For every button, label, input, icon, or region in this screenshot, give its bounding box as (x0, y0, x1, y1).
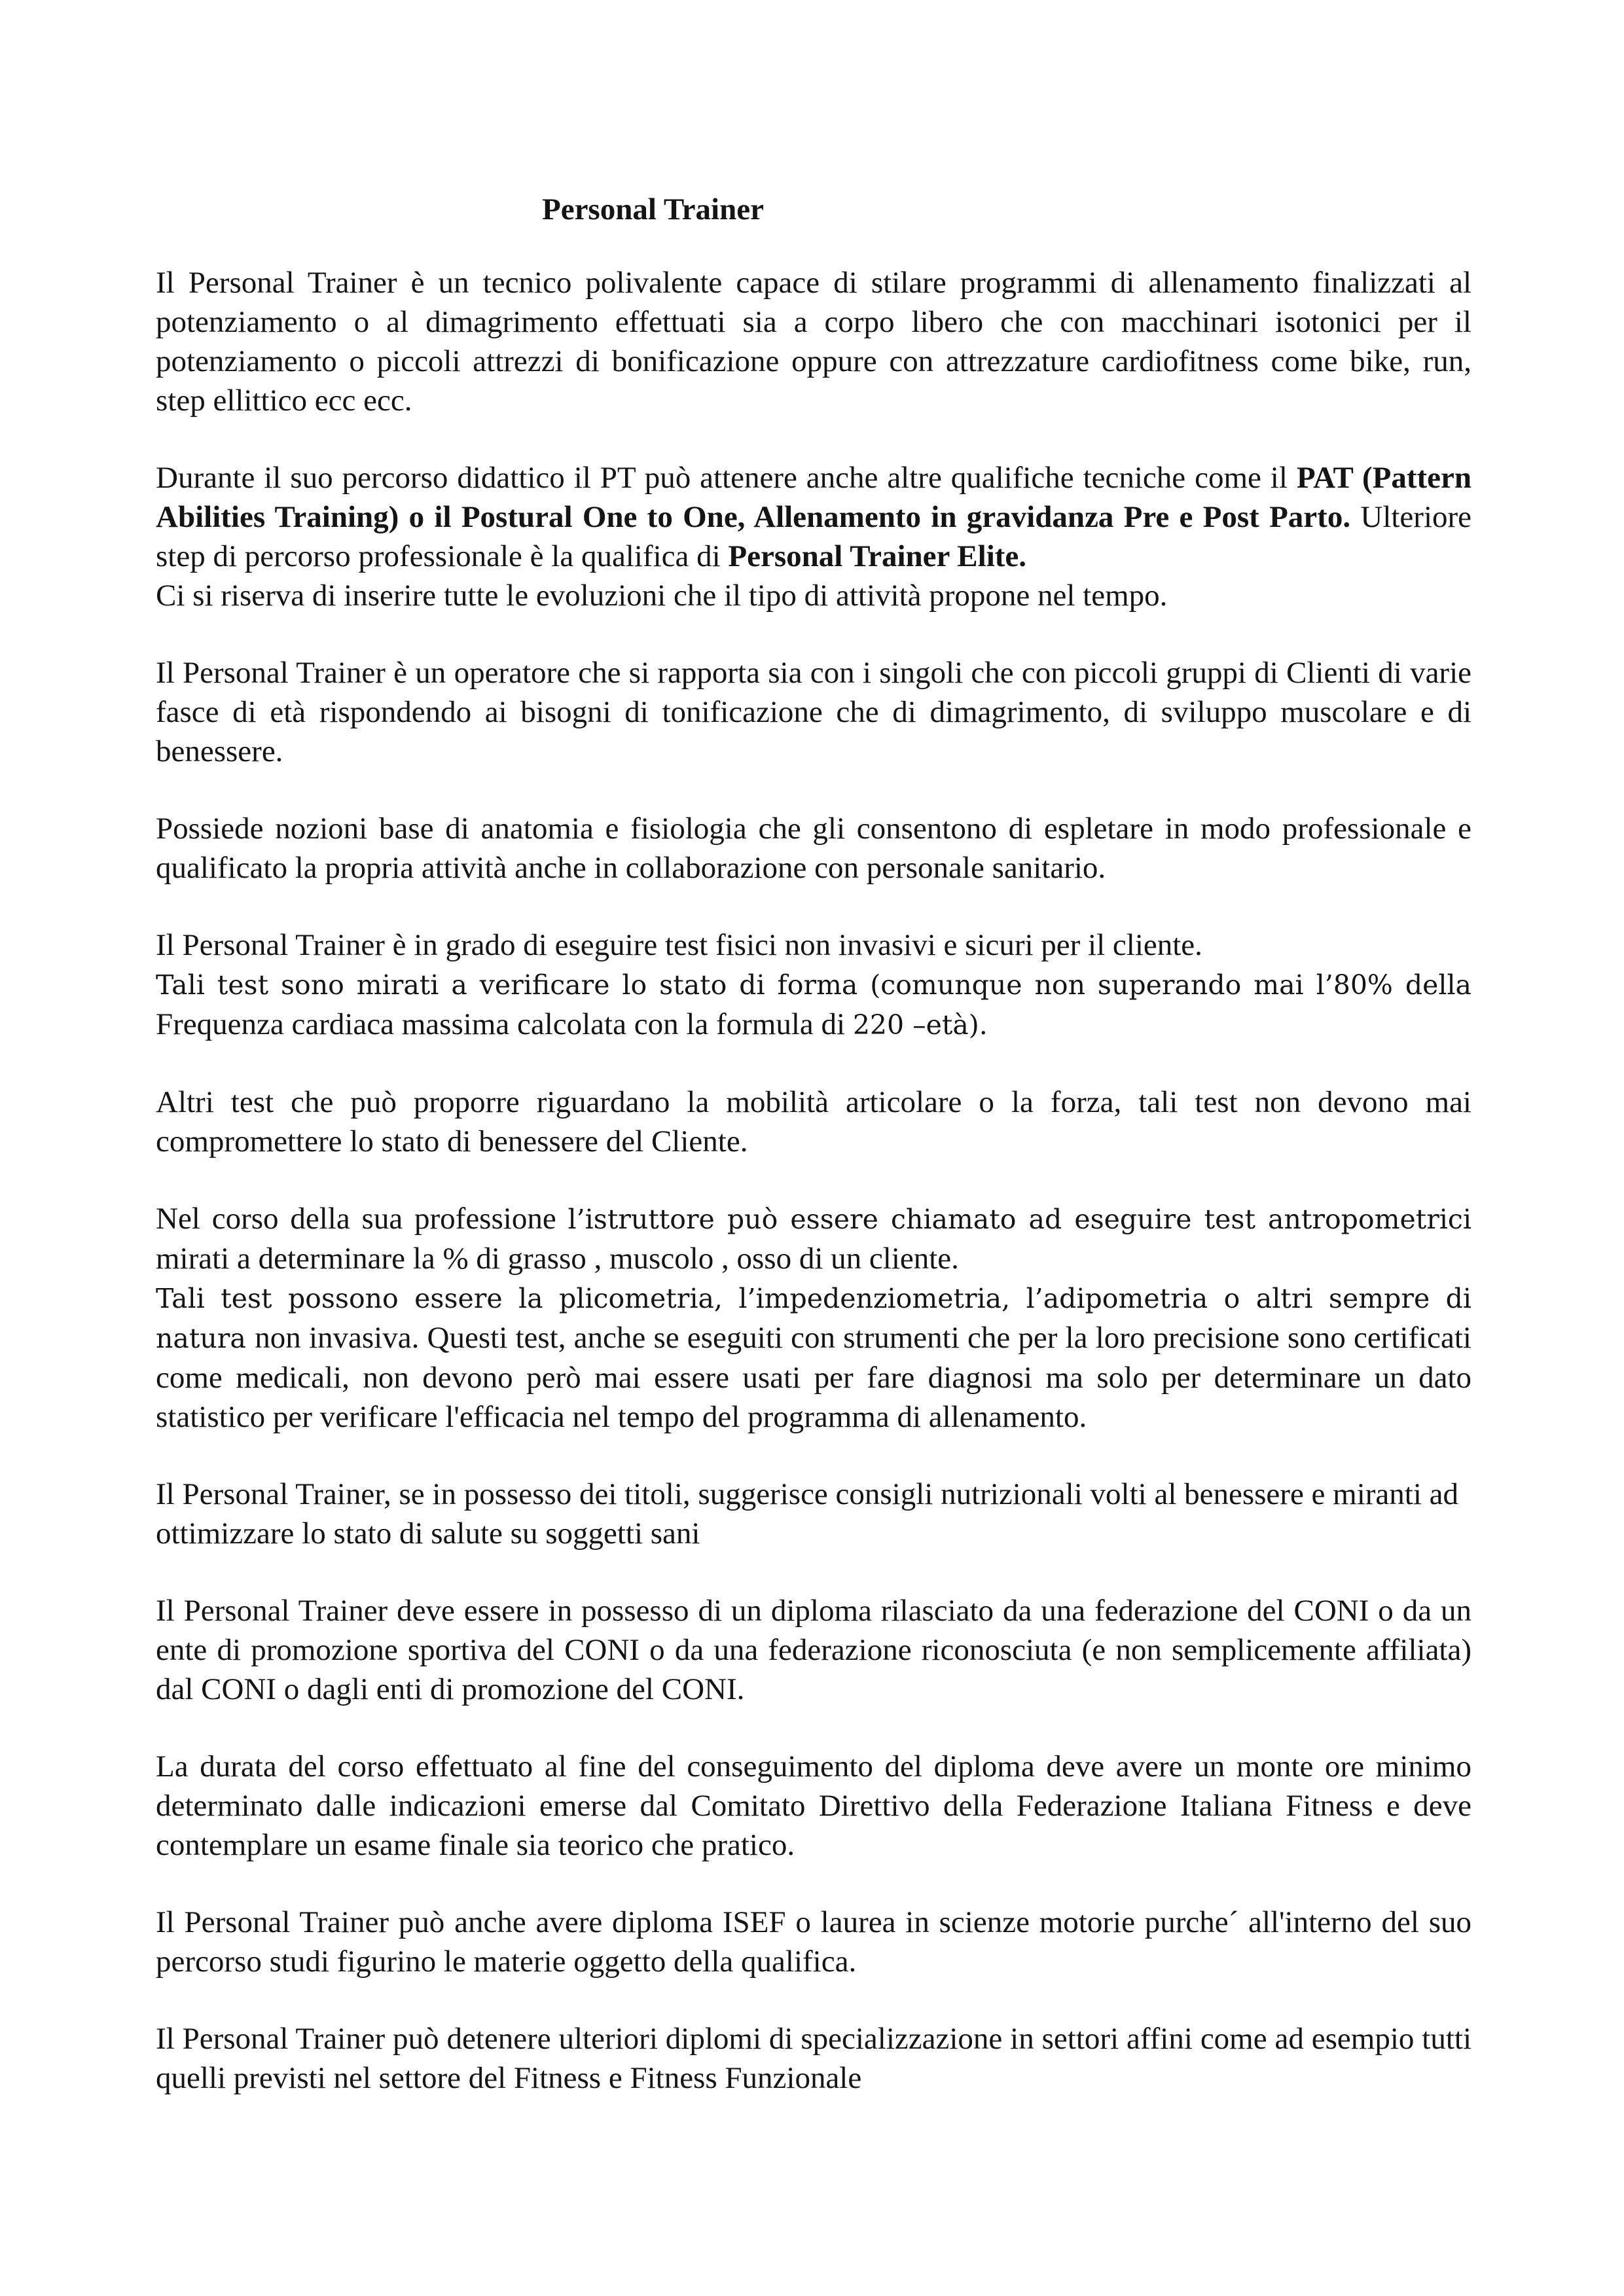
physical-tests-line-2: Tali test sono mirati a verificare lo stato di forma (comunque non superando mai l’80% della (156, 969, 1471, 1001)
paragraph-qualifications (156, 458, 1471, 615)
paragraph-specializations: Il Personal Trainer può detenere ulteriori diplomi di specializzazione in settori affini come ad esempio tutti quelli previsti nel settore del Fitness e Fitness Funzionale (156, 2022, 1471, 2095)
paragraph-clients: Il Personal Trainer è un operatore che si rapporta sia con i singoli che con piccoli gruppi di Clienti di varie fasce di età rispondendo ai bisogni di tonificazione che di dimagrimento, di sviluppo muscolare e di benessere. (156, 656, 1471, 768)
document-title: Personal Trainer (542, 192, 764, 226)
paragraph-other-tests: Altri test che può proporre riguardano la mobilità articolare o la forza, tali test non devono mai compromettere lo stato di benessere del Cliente. (156, 1085, 1471, 1158)
qualifications-bold-1: PAT (Pattern Abilities Training) o il Postural One to One, Allenamento in gravidanza Pre e Post Parto. (156, 461, 1471, 534)
qualifications-text-1: Durante il suo percorso didattico il PT può attenere anche altre qualifiche tecniche come il (156, 461, 1297, 495)
anthropometric-text-5: non invasiva. Questi test, anche se eseguiti con strumenti che per la loro precisione sono certificati come medicali, non devono però mai essere usati per fare diagnosi ma solo per determinare un dato statistico per verificare l'efficacia nel tempo del programma di allenamento. (156, 1321, 1471, 1434)
qualifications-line-2: Ci si riserva di inserire tutte le evoluzioni che il tipo di attività propone nel tempo. (156, 579, 1168, 613)
paragraph-isef: Il Personal Trainer può anche avere diploma ISEF o laurea in scienze motorie purche´ all'interno del suo percorso studi figurino le materie oggetto della qualifica. (156, 1905, 1471, 1979)
paragraph-course-duration: La durata del corso effettuato al fine del conseguimento del diploma deve avere un monte ore minimo determinato dalle indicazioni emerse dal Comitato Direttivo della Federazione Italiana Fitness e deve contemplare un esame finale sia teorico che pratico. (156, 1749, 1471, 1862)
anthropometric-text-2: l’istruttore può essere chiamato ad eseguire test antropometrici (568, 1204, 1471, 1235)
document-page (156, 190, 1471, 2136)
paragraph-knowledge: Possiede nozioni base di anatomia e fisiologia che gli consentono di espletare in modo professionale e qualificato la propria attività anche in collaborazione con personale sanitario. (156, 812, 1471, 885)
paragraph-physical-tests (156, 925, 1471, 1045)
anthropometric-text-1: Nel corso della sua professione (156, 1202, 568, 1236)
paragraph-nutrition: Il Personal Trainer, se in possesso dei titoli, suggerisce consigli nutrizionali volti al benessere e miranti ad ottimizzare lo stato di salute su soggetti sani (156, 1477, 1459, 1551)
paragraph-definition: Il Personal Trainer è un tecnico polivalente capace di stilare programmi di allenamento finalizzati al potenziamento o al dimagrimento effettuati sia a corpo libero che con macchinari isotonici per il potenziamento o piccoli attrezzi di bonificazione oppure con attrezzature cardiofitness come bike, run, step ellittico ecc ecc. (156, 266, 1471, 418)
physical-tests-formula: 220 –età). (852, 1009, 988, 1041)
paragraph-anthropometric (156, 1199, 1471, 1437)
qualifications-bold-2: Personal Trainer Elite. (728, 539, 1027, 573)
anthropometric-text-4: Tali test possono essere la plicometria, l’impedenziometria, l’adipometria o altri sempre di natura (156, 1283, 1471, 1354)
physical-tests-line-1: Il Personal Trainer è in grado di eseguire test fisici non invasivi e sicuri per il cliente. (156, 928, 1202, 962)
physical-tests-line-3: Frequenza cardiaca massima calcolata con la formula di (156, 1007, 853, 1041)
paragraph-diploma: Il Personal Trainer deve essere in possesso di un diploma rilasciato da una federazione del CONI o da un ente di promozione sportiva del CONI o da una federazione riconosciuta (e non semplicemente affiliata) dal CONI o dagli enti di promozione del CONI. (156, 1594, 1471, 1706)
qualifications-text-2: Ulteriore step di percorso professionale è la qualifica di (156, 500, 1472, 573)
anthropometric-text-3: mirati a determinare la % di grasso , muscolo , osso di un cliente. (156, 1242, 959, 1276)
